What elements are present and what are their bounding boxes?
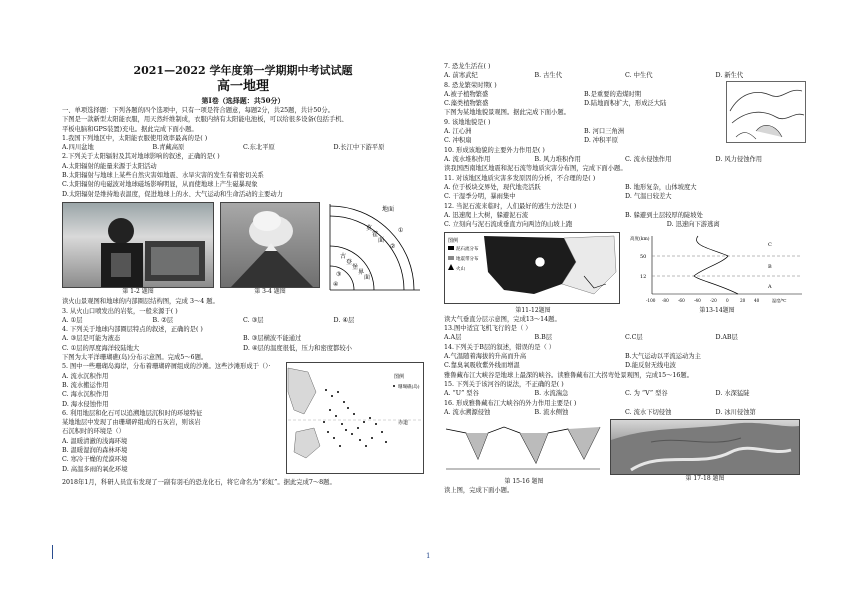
question-5: 5. 图中一些珊瑚岛海岸，分布着珊瑚碎屑组成的沙滩。这些沙滩形成于（）· [62, 363, 271, 371]
question-3: 3. 从火山口喷发出的岩浆，一般来源于( ) [62, 307, 178, 315]
canyon-bend-icon [611, 420, 799, 474]
question-1-options [62, 143, 424, 152]
question-13-options [444, 333, 806, 342]
x-tick: -100 [646, 297, 656, 303]
question-14: 14.下列关于B层的叙述，错误的是（ ） [444, 343, 556, 351]
option[interactable]: D.能反射无线电波 [625, 362, 676, 370]
question-6: 6. 利用地层和化石可以追溯地层沉积时的环境特征 [62, 409, 203, 417]
option[interactable]: C. ①层的厚度海洋较陆地大 [62, 344, 140, 352]
intro-text: 平板电脑和GPS装置)充电。据此完成下面小题。 [62, 125, 198, 133]
figure-caption: 第 3-4 题图 [254, 287, 286, 295]
layer-1-marker: ① [398, 226, 404, 234]
southwest-hazard-map [444, 232, 620, 304]
option[interactable]: D.陆地面积扩大，形成泛大陆 [584, 100, 667, 108]
question-14-options [444, 361, 806, 370]
volcano-icon [221, 203, 319, 287]
yarlung-tsangpo-photo [610, 419, 800, 475]
intro-text: 读火山景观图和地球的内部圈层结构图，完成 3～4 题。 [62, 298, 219, 306]
option[interactable]: B. ②层 [152, 316, 174, 324]
option[interactable]: B. ③层横波不能通过 [243, 335, 302, 343]
label-gutenberg-4: 界 [358, 268, 365, 276]
figure-11-12 [444, 232, 622, 315]
question-3-options [62, 316, 424, 325]
person-icon [63, 203, 213, 287]
option[interactable]: D. ④层 [333, 316, 355, 324]
question-9: 9. 该地地貌是( ) [444, 118, 491, 126]
option[interactable]: A. 位于板块交界处，现代地壳活跃 [444, 184, 541, 192]
option[interactable]: A. “U” 型谷 [444, 390, 479, 398]
option[interactable]: C.东北平原 [243, 144, 275, 152]
option[interactable]: B.太阳辐射与地球上某些自然灾害如地震、水旱灾害的发生有着密切关系 [62, 172, 264, 180]
volcano-photo [220, 202, 320, 288]
option[interactable]: C.靠臭氧吸收紫外线而增温 [444, 362, 520, 370]
option[interactable]: C.太阳辐射的电磁波对地球磁场影响明显，从而使地球上产生磁暴现象 [62, 181, 258, 189]
question-2: 2.下列关于太阳辐射及其对地球影响的叙述，正确的是( ) [62, 153, 220, 161]
coral-block [62, 362, 424, 477]
legend-dot-icon [393, 385, 395, 387]
question-7: 7. 恐龙生活在( ) [444, 63, 491, 70]
figure-caption: 第 1-2 题图 [122, 287, 154, 295]
exam-subject: 高一地理 [216, 79, 269, 94]
question-9-options [444, 127, 724, 136]
legend-debris: 泥石流分布 [456, 246, 479, 252]
option[interactable]: A.太阳辐射的能量来源于太阳活动 [62, 162, 157, 170]
alluvial-fan-sketch [726, 81, 806, 143]
question-4-options [62, 344, 424, 353]
x-tick: -60 [678, 297, 685, 303]
figure-3-4 [220, 202, 320, 296]
question-12-options [444, 220, 806, 229]
layer-2-marker: ② [390, 242, 396, 250]
option[interactable]: D. 高温多雨的氧化环境 [62, 465, 128, 473]
question-15: 15. 下列关于该河谷的说法，不正确的是( ) [444, 380, 564, 388]
option[interactable]: D. 水深猛陡 [715, 390, 750, 398]
landform-block [444, 81, 806, 146]
figures-row-3 [444, 419, 806, 486]
option[interactable]: C. ③层 [243, 316, 264, 324]
intro-text: 2018年1月，科研人员宣布发现了一副有羽毛的恐龙化石，将它命名为“彩虹”。据此完成7～8题。 [62, 478, 336, 486]
pacific-coral-map [286, 362, 424, 474]
equator-label: 赤道 [398, 420, 409, 427]
question-7-options [444, 71, 806, 80]
option[interactable]: A. 前寒武纪 [444, 72, 478, 80]
x-tick: -40 [694, 297, 701, 303]
coral-map [286, 362, 424, 477]
intro-text: 下图为太平洋珊瑚礁(岛)分布示意图。完成5～6题。 [62, 354, 208, 362]
figure-17-18 [610, 419, 800, 483]
earth-layers-diagram [326, 202, 422, 294]
y-tick: 12 [640, 273, 647, 280]
option[interactable]: D.长江中下游平原 [333, 144, 385, 152]
question-8-options [444, 99, 724, 108]
label-gutenberg-1: 古 [340, 252, 347, 260]
earth-layers-figure [326, 202, 422, 297]
option[interactable]: A. ③层是可能为液态 [62, 335, 121, 343]
x-tick: -80 [662, 297, 669, 303]
option[interactable]: B. 流水搬运作用 [62, 381, 109, 389]
question-11: 11. 对该地区地质灾害多发原因的分析，不合理的是( ) [444, 174, 596, 182]
label-gutenberg-5: 面 [364, 273, 371, 281]
option[interactable]: A. 迅速爬上大树，躲避泥石流 [444, 211, 529, 219]
option[interactable]: C. 流水下切侵蚀 [625, 408, 672, 416]
figure-13-14 [628, 232, 806, 315]
y-axis-label: 高度(km) [630, 236, 650, 242]
question-1: 1.我国下列地区中，太阳能衣服使用效率最高的是( ) [62, 134, 208, 142]
coral-questions [62, 362, 284, 474]
intro-text: 读大气垂直分层示意图，完成13～14题。 [444, 315, 561, 323]
left-column [62, 62, 424, 487]
x-tick: 20 [740, 297, 746, 303]
option[interactable]: B.是重要的造煤时期 [584, 90, 642, 98]
layer-label: B [768, 263, 772, 270]
legend-title: 图例 [448, 237, 459, 244]
question-12-options [444, 211, 806, 220]
intro-text: 下图是一款新型太阳能衣服，用天然纤维制成，衣服内纳有太阳能电池板，可以给很多设备(包括手机、 [62, 116, 348, 124]
option[interactable]: D. 冲积平原 [584, 137, 619, 145]
legend-debris-icon [448, 246, 454, 250]
question-10: 10. 形成该地貌的主要外力作用是( ) [444, 146, 545, 154]
question-4: 4. 下列关于地球内部圈层特点的叙述，正确的是( ) [62, 326, 203, 334]
option[interactable]: D. 新生代 [715, 72, 744, 80]
option[interactable]: D. 风力侵蚀作用 [715, 156, 763, 164]
figure-15-16 [444, 419, 604, 486]
option[interactable]: C. 为 “V” 型谷 [625, 390, 668, 398]
option[interactable]: B. 河口三角洲 [584, 128, 625, 136]
option[interactable]: C. 海水沉积作用 [62, 391, 109, 399]
option[interactable]: C.藻类植物繁盛 [444, 100, 489, 108]
x-tick: 0 [726, 297, 729, 303]
legend-title: 图例 [394, 374, 405, 381]
option[interactable]: B. 躲避到土层较厚的陡坡处 [625, 211, 703, 219]
intro-text: 读我国西南地区地震和泥石流等地质灾害分布图，完成下面小题。 [444, 165, 627, 173]
margin-marker [52, 545, 53, 559]
figure-caption: 第13-14题图 [699, 306, 735, 314]
legend-quake-icon [448, 256, 454, 260]
option[interactable]: C. 立刻向与泥石流成垂直方向两边的山坡上跑 [444, 221, 573, 229]
option[interactable]: B.大气运动以平流运动为主 [625, 353, 701, 361]
option[interactable]: D.太阳辐射是维持地表温度，促进地球上的水、大气运动和生命活动的主要动力 [62, 190, 283, 198]
option[interactable]: B. 风力堆积作用 [534, 156, 581, 164]
option[interactable]: C. 流水侵蚀作用 [625, 156, 672, 164]
question-11-options [444, 192, 806, 201]
figure-caption: 第 17-18 题图 [685, 475, 725, 483]
x-tick: 40 [754, 297, 760, 303]
option[interactable]: B. 流水侧蚀 [534, 408, 569, 416]
option[interactable]: A. ①层 [62, 316, 83, 324]
option[interactable]: B.青藏高原 [152, 144, 185, 152]
option[interactable]: D. 气温日较差大 [625, 193, 672, 201]
legend-quake: 地震带分布 [456, 256, 479, 262]
layer-3-marker: ③ [336, 270, 342, 278]
question-16: 16. 形成雅鲁藏布江大峡谷的外力作用主要是( ) [444, 399, 577, 407]
question-8: 8. 恐龙繁荣时期( ) [444, 81, 497, 89]
option[interactable]: A. 流水沉积作用 [62, 372, 109, 380]
label-gutenberg-2: 登 [346, 258, 353, 266]
option[interactable]: C.C层 [625, 334, 643, 342]
section-heading: 第Ⅰ卷（选择题：共50分） [201, 96, 285, 105]
option[interactable]: D. 海水侵蚀作用 [62, 400, 109, 408]
option[interactable]: C. 寒冷干燥的荒漠环境 [62, 456, 128, 464]
exam-title: 2021—2022 学年度第一学期期中考试试题 [133, 64, 353, 77]
page-number: 1 [426, 552, 431, 560]
y-tick: 50 [640, 253, 647, 260]
landform-figure [726, 81, 806, 146]
option[interactable]: B. 古生代 [534, 72, 563, 80]
option[interactable]: D. 迅速向下游逃离 [666, 221, 720, 229]
intro-text: 下图为某地地貌景观图。据此完成下面小题。 [444, 109, 570, 117]
landform-questions [444, 81, 724, 146]
layer-label: A [768, 283, 772, 290]
question-12: 12. 当泥石流来临时，人们最好的逃生方法是( ) [444, 202, 577, 210]
question-16-options [444, 408, 806, 417]
question-14-options [444, 352, 806, 361]
option[interactable]: A.被子植物繁盛 [444, 90, 489, 98]
question-11-options [444, 183, 806, 192]
option[interactable]: B. 温暖湿润的森林环境 [62, 447, 128, 455]
layer-4-marker: ④ [333, 280, 339, 288]
label-gutenberg-3: 堡 [352, 263, 359, 271]
figures-row-2 [444, 232, 806, 315]
atmosphere-layers-chart [628, 232, 806, 304]
label-surface: 地面 [382, 205, 395, 213]
intro-text: 读上图，完成下面小题。 [444, 487, 514, 495]
solar-clothes-photo [62, 202, 214, 288]
option[interactable]: A.四川盆地 [62, 144, 94, 152]
option[interactable]: C. 冲积扇 [444, 137, 472, 145]
question-6: 石沉积时的环境是（） [62, 428, 125, 436]
x-tick: -20 [710, 297, 717, 303]
option[interactable]: B.B层 [534, 334, 553, 342]
question-13: 13.图中适宜飞机飞行的是（ ） [444, 325, 532, 333]
figure-caption: 第 15-16 题图 [504, 478, 544, 486]
question-15-options [444, 389, 806, 398]
label-moho-2: 霍 [372, 230, 379, 238]
figures-row-1 [62, 202, 424, 297]
option[interactable]: A.A层 [444, 334, 462, 342]
option[interactable]: B. 地形复杂，山体坡度大 [625, 184, 697, 192]
option[interactable]: A. 流水堆积作用 [444, 156, 491, 164]
option[interactable]: C. 干湿季分明，暴雨集中 [444, 193, 516, 201]
question-9-options [444, 136, 724, 145]
option[interactable]: C. 中生代 [625, 72, 653, 80]
figure-caption: 第11-12题图 [515, 306, 551, 314]
option[interactable]: D.AB层 [715, 334, 738, 342]
option[interactable]: A. 温暖清澈的浅海环境 [62, 437, 128, 445]
intro-text: 雅鲁藏布江大峡谷是地球上最深的峡谷。读雅鲁藏布江大拐弯处景观图，完成15～16题。 [444, 371, 694, 379]
x-axis-label: 温度/℃ [772, 297, 787, 303]
legend-volcano: 火山 [456, 266, 465, 272]
temperature-curve [694, 236, 738, 294]
question-10-options [444, 155, 806, 164]
question-4-options [62, 334, 424, 343]
option[interactable]: D. ④层的温度很低，压力和密度都较小 [243, 344, 352, 352]
label-moho-1: 莫 [366, 224, 373, 232]
option[interactable]: B. 水流湍急 [534, 390, 569, 398]
legend-coral: 珊瑚礁(岛) [398, 385, 420, 391]
right-column [444, 62, 806, 496]
question-8-options [444, 90, 724, 99]
label-moho-3: 面 [378, 236, 385, 244]
instructions: 一、单项选择题：下列各题的四个选项中，只有一项是符合题意，每题2分，共25题，共计50分。 [62, 107, 334, 114]
valley-profile-sketch [444, 419, 602, 475]
option[interactable]: A. 流水溯源侵蚀 [444, 408, 491, 416]
layer-label: C [768, 241, 772, 248]
option[interactable]: A.气温随着海拔的升高而升高 [444, 353, 527, 361]
option[interactable]: D. 冰川侵蚀第 [715, 408, 756, 416]
option[interactable]: A. 江心洲 [444, 128, 472, 136]
question-6: 某地地层中发现了由珊瑚碎组成的石灰岩，则该岩 [62, 419, 201, 427]
figure-1-2 [62, 202, 214, 296]
